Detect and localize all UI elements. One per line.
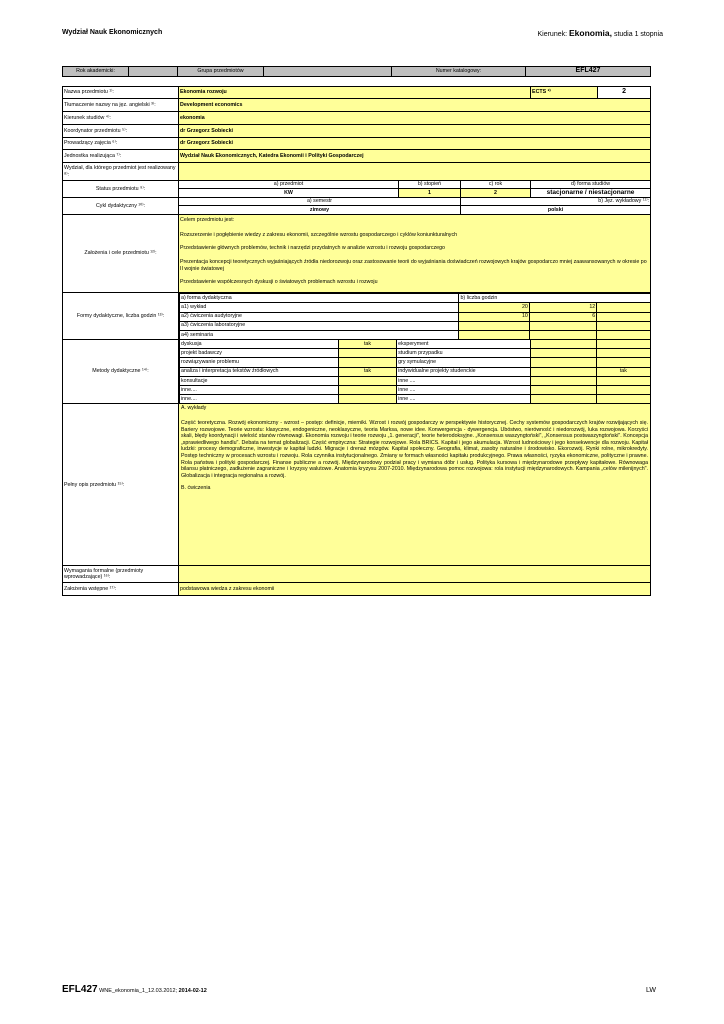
aims-intro: Celem przedmiotu jest: (180, 217, 235, 224)
method-value (338, 395, 396, 404)
lecture-text: Część teoretyczna. Rozwój ekonomiczny - wzrost – postęp: definicje, mierniki. Wzrost i rozwój gospodarczy w perspektywie historycznej. Cechy systemów gospodarczych krajów rozwijających się. Bariery rozwojowe. Teorie wzrostu: klasyczne, endogeniczne, neoklasyczne, teoria Marksa, nowe idee. Konwergencja - dywergencja. Ubóstwo, nierówność i niedorozwój, luka rozwojowa. Korzyści skali, błędy koordynacji i wielość stanów równowagi. Ekonomia rozwoju i teorie rozwoju „1. generacji", teorie heterodoksyjne. „Konsensus waszyngtoński", „Konsensus postwaszyngtoński". Koncepcja „sprawiedliwego handlu". Debata na temat globalizacji. Część empiryczna: Strategie rozwojowe. Rola BRICS. Kapitał i jego akumulacja. Wzrost ludnościowy i jego konsekwencje dla rozwoju. Kapitał ludzki: procesy demograficzne, inwestycje w kapitał ludzki. Migracje i drenaż mózgów. Kapitał społeczny. Geografia, klimat, zasoby naturalne i środowisko. Ekorozwój. Rynki rolne, mikrokredyty. Postęp techniczny w procesach wzrostu i rozwoju. Rola czynnika instytucjonalnego. Zmiany w formach własności kapitału produkcyjnego. Prawa własności, ryzyka ekonomiczne, polityczne i prawne. Rola państwa i polityki gospodarczej. Finanse publiczne a rozwój. Międzynarodowy podział pracy i wymiana dóbr i usług. Polityka kursowa i międzynarodowe przepływy kapitałowe. Równowaga bilansu płatniczego, zadłużenie zagraniczne i kryzysy walutowe. Anatomia kryzysu 2007-2010. Międzynarodowa pomoc rozwojowa: rola instytucji międzynarodowych. Kampania „celów milenijnych". Globalizacja i integracja regionalna a rozwój. (181, 419, 649, 479)
prerequisites-label: Założenia wstępne ¹⁷⁾: (63, 583, 179, 596)
method-spacer (530, 349, 596, 358)
methods-table (179, 339, 651, 403)
language-value: polski (461, 206, 651, 215)
kierunek-header (480, 28, 663, 38)
method-name: analiza i interpretacja tekstów źródłowych (180, 367, 339, 376)
unit-label: Jednostka realizująca ⁷⁾: (63, 150, 179, 163)
aims-content (179, 215, 651, 293)
cycle-label: Cykl dydaktyczny ¹⁰⁾: (63, 198, 179, 215)
requirements-value (179, 566, 651, 583)
field-of-study-label: Kierunek studiów ⁴⁾: (63, 112, 179, 125)
form-hours-2 (529, 330, 596, 339)
status-label: Status przedmiotu ⁹⁾: (63, 181, 179, 198)
method-value (597, 376, 650, 385)
method-value (338, 358, 396, 367)
lecture-heading: A. wykłady (181, 405, 207, 412)
method-value (597, 358, 650, 367)
aims-item: Przedstawienie współczesnych dyskusji o światowych problemach wzrostu i rozwoju (180, 279, 378, 286)
coordinator-value: dr Grzegorz Sobiecki (179, 125, 651, 138)
instructor-label: Prowadzący zajęcia ⁶⁾: (63, 138, 179, 150)
method-value (597, 395, 650, 404)
form-name: a2) ćwiczenia audytoryjne (180, 312, 459, 321)
method-name: gry symulacyjne (397, 358, 531, 367)
status-c-value: 2 (461, 189, 531, 198)
description-label: Pełny opis przedmiotu ¹⁵⁾: (63, 404, 179, 566)
form-name: a4) seminaria (180, 330, 459, 339)
form-hours-2 (529, 321, 596, 330)
status-b-value: 1 (399, 189, 461, 198)
form-hours-1: 20 (459, 303, 529, 312)
method-name: konsultacje (180, 376, 339, 385)
method-value (597, 340, 650, 349)
method-value (597, 349, 650, 358)
footer-info (62, 984, 207, 995)
subject-group-label: Grupa przedmiotów (178, 67, 264, 77)
form-hours-3 (597, 321, 650, 330)
academic-year-value (129, 67, 178, 77)
catalog-number-value: EFL427 (526, 67, 651, 77)
method-value (338, 376, 396, 385)
status-d-value: stacjonarne / niestacjonarne (531, 189, 651, 198)
method-name: rozwiązywanie problemu (180, 358, 339, 367)
coordinator-label: Koordynator przedmiotu ⁵⁾: (63, 125, 179, 138)
method-spacer (530, 340, 596, 349)
academic-year-label: Rok akademicki: (63, 67, 129, 77)
method-name: projekt badawczy (180, 349, 339, 358)
form-hours-2: 6 (529, 312, 596, 321)
faculty-realized-value (179, 163, 651, 181)
form-hours-1 (459, 321, 529, 330)
course-name-label: Nazwa przedmiotu ¹⁾: (63, 87, 179, 99)
method-name: dyskusja (180, 340, 339, 349)
footer-file: WNE_ekonomia_1_12.03.2012; (99, 988, 178, 994)
forms-table (179, 293, 651, 339)
unit-value: Wydział Nauk Ekonomicznych, Katedra Ekonomii i Polityki Gospodarczej (179, 150, 651, 163)
footer-initials: LW (646, 987, 656, 994)
status-c-label: c) rok (461, 181, 531, 189)
methods-label: Metody dydaktyczne ¹⁴⁾: (63, 339, 179, 404)
translation-label: Tłumaczenie nazwy na jęz. angielski ³⁾: (63, 99, 179, 112)
ects-value: 2 (598, 87, 651, 99)
footer-date: 2014-02-12 (178, 988, 207, 994)
form-hours-2: 12 (529, 303, 596, 312)
method-spacer (530, 395, 596, 404)
form-hours-1: 10 (459, 312, 529, 321)
method-spacer (530, 358, 596, 367)
method-name: eksperyment (397, 340, 531, 349)
method-name: studium przypadku (397, 349, 531, 358)
aims-item: Rozszerzenie i pogłębienie wiedzy z zakresu ekonomii, szczególnie wzrostu gospodarczego i cyklów koniunkturalnych (180, 231, 458, 238)
form-name: a3) ćwiczenia laboratoryjne (180, 321, 459, 330)
language-label: b) Jęz. wykładowy ¹¹⁾: (461, 198, 651, 206)
course-name-value: Ekonomia rozwoju (179, 87, 531, 99)
semester-label: a) semestr (179, 198, 461, 206)
requirements-label: Wymagania formalne (przedmioty wprowadzające) ¹⁶⁾: (63, 566, 179, 583)
method-name: indywidualne projekty studenckie (397, 367, 531, 376)
method-spacer (530, 367, 596, 376)
faculty-header: Wydział Nauk Ekonomicznych (62, 29, 163, 36)
aims-label: Założenia i cele przedmiotu ¹²⁾: (63, 215, 179, 293)
method-value: tak (597, 367, 650, 376)
method-value (338, 386, 396, 395)
subject-group-value (264, 67, 392, 77)
forms-head-b: b) liczba godzin (459, 294, 650, 303)
method-value: tak (338, 367, 396, 376)
form-hours-3 (597, 330, 650, 339)
methods-block (179, 339, 651, 404)
method-name: inne .... (397, 386, 531, 395)
method-name: inne.... (180, 395, 339, 404)
forms-block (179, 293, 651, 339)
footer-code: EFL427 (62, 984, 98, 995)
method-value (597, 386, 650, 395)
faculty-realized-label: Wydział, dla którego przedmiot jest realizowany ⁸⁾: (63, 163, 179, 181)
field-of-study-value: ekonomia (179, 112, 651, 125)
catalog-header-table (62, 66, 651, 77)
ects-label: ECTS ²⁾ (531, 87, 598, 99)
kierunek-header-suffix: studia 1 stopnia (613, 31, 663, 38)
method-value: tak (338, 340, 396, 349)
kierunek-header-value: Ekonomia, (569, 28, 612, 38)
prerequisites-value: podstawowa wiedza z zakresu ekonomii (179, 583, 651, 596)
exercise-heading: B. ćwiczenia (181, 485, 211, 492)
course-card-table (62, 86, 651, 596)
semester-value: zimowy (179, 206, 461, 215)
method-value (338, 349, 396, 358)
method-name: inne .... (397, 376, 531, 385)
method-spacer (530, 386, 596, 395)
catalog-number-label: Numer katalogowy: (392, 67, 526, 77)
aims-item: Prezentacja koncepcji teoretycznych wyjaśniających źródła niedorozwoju oraz zastosowanie teorii do wyjaśniania doświadczeń rozwojowych krajów gospodarczo mniej zaawansowanych w okresie po II wojnie światowej (180, 258, 647, 272)
method-name: inne .... (397, 395, 531, 404)
status-a-value: KW (179, 189, 399, 198)
instructor-value: dr Grzegorz Sobiecki (179, 138, 651, 150)
description-content (179, 404, 651, 566)
form-hours-3 (597, 312, 650, 321)
forms-head-a: a) forma dydaktyczna (180, 294, 459, 303)
method-spacer (530, 376, 596, 385)
status-d-label: d) forma studiów (531, 181, 651, 189)
status-a-label: a) przedmiot (179, 181, 399, 189)
translation-value: Development economics (179, 99, 651, 112)
forms-label: Formy dydaktyczne, liczba godzin ¹³⁾: (63, 293, 179, 339)
method-name: inne.... (180, 386, 339, 395)
form-hours-1 (459, 330, 529, 339)
form-hours-3 (597, 303, 650, 312)
status-b-label: b) stopień (399, 181, 461, 189)
kierunek-header-label: Kierunek: (537, 31, 568, 38)
form-name: a1) wykład (180, 303, 459, 312)
aims-item: Przedstawienie głównych problemów, technik i narzędzi przydatnych w analizie wzrostu i rozwoju gospodarczego (180, 245, 445, 252)
